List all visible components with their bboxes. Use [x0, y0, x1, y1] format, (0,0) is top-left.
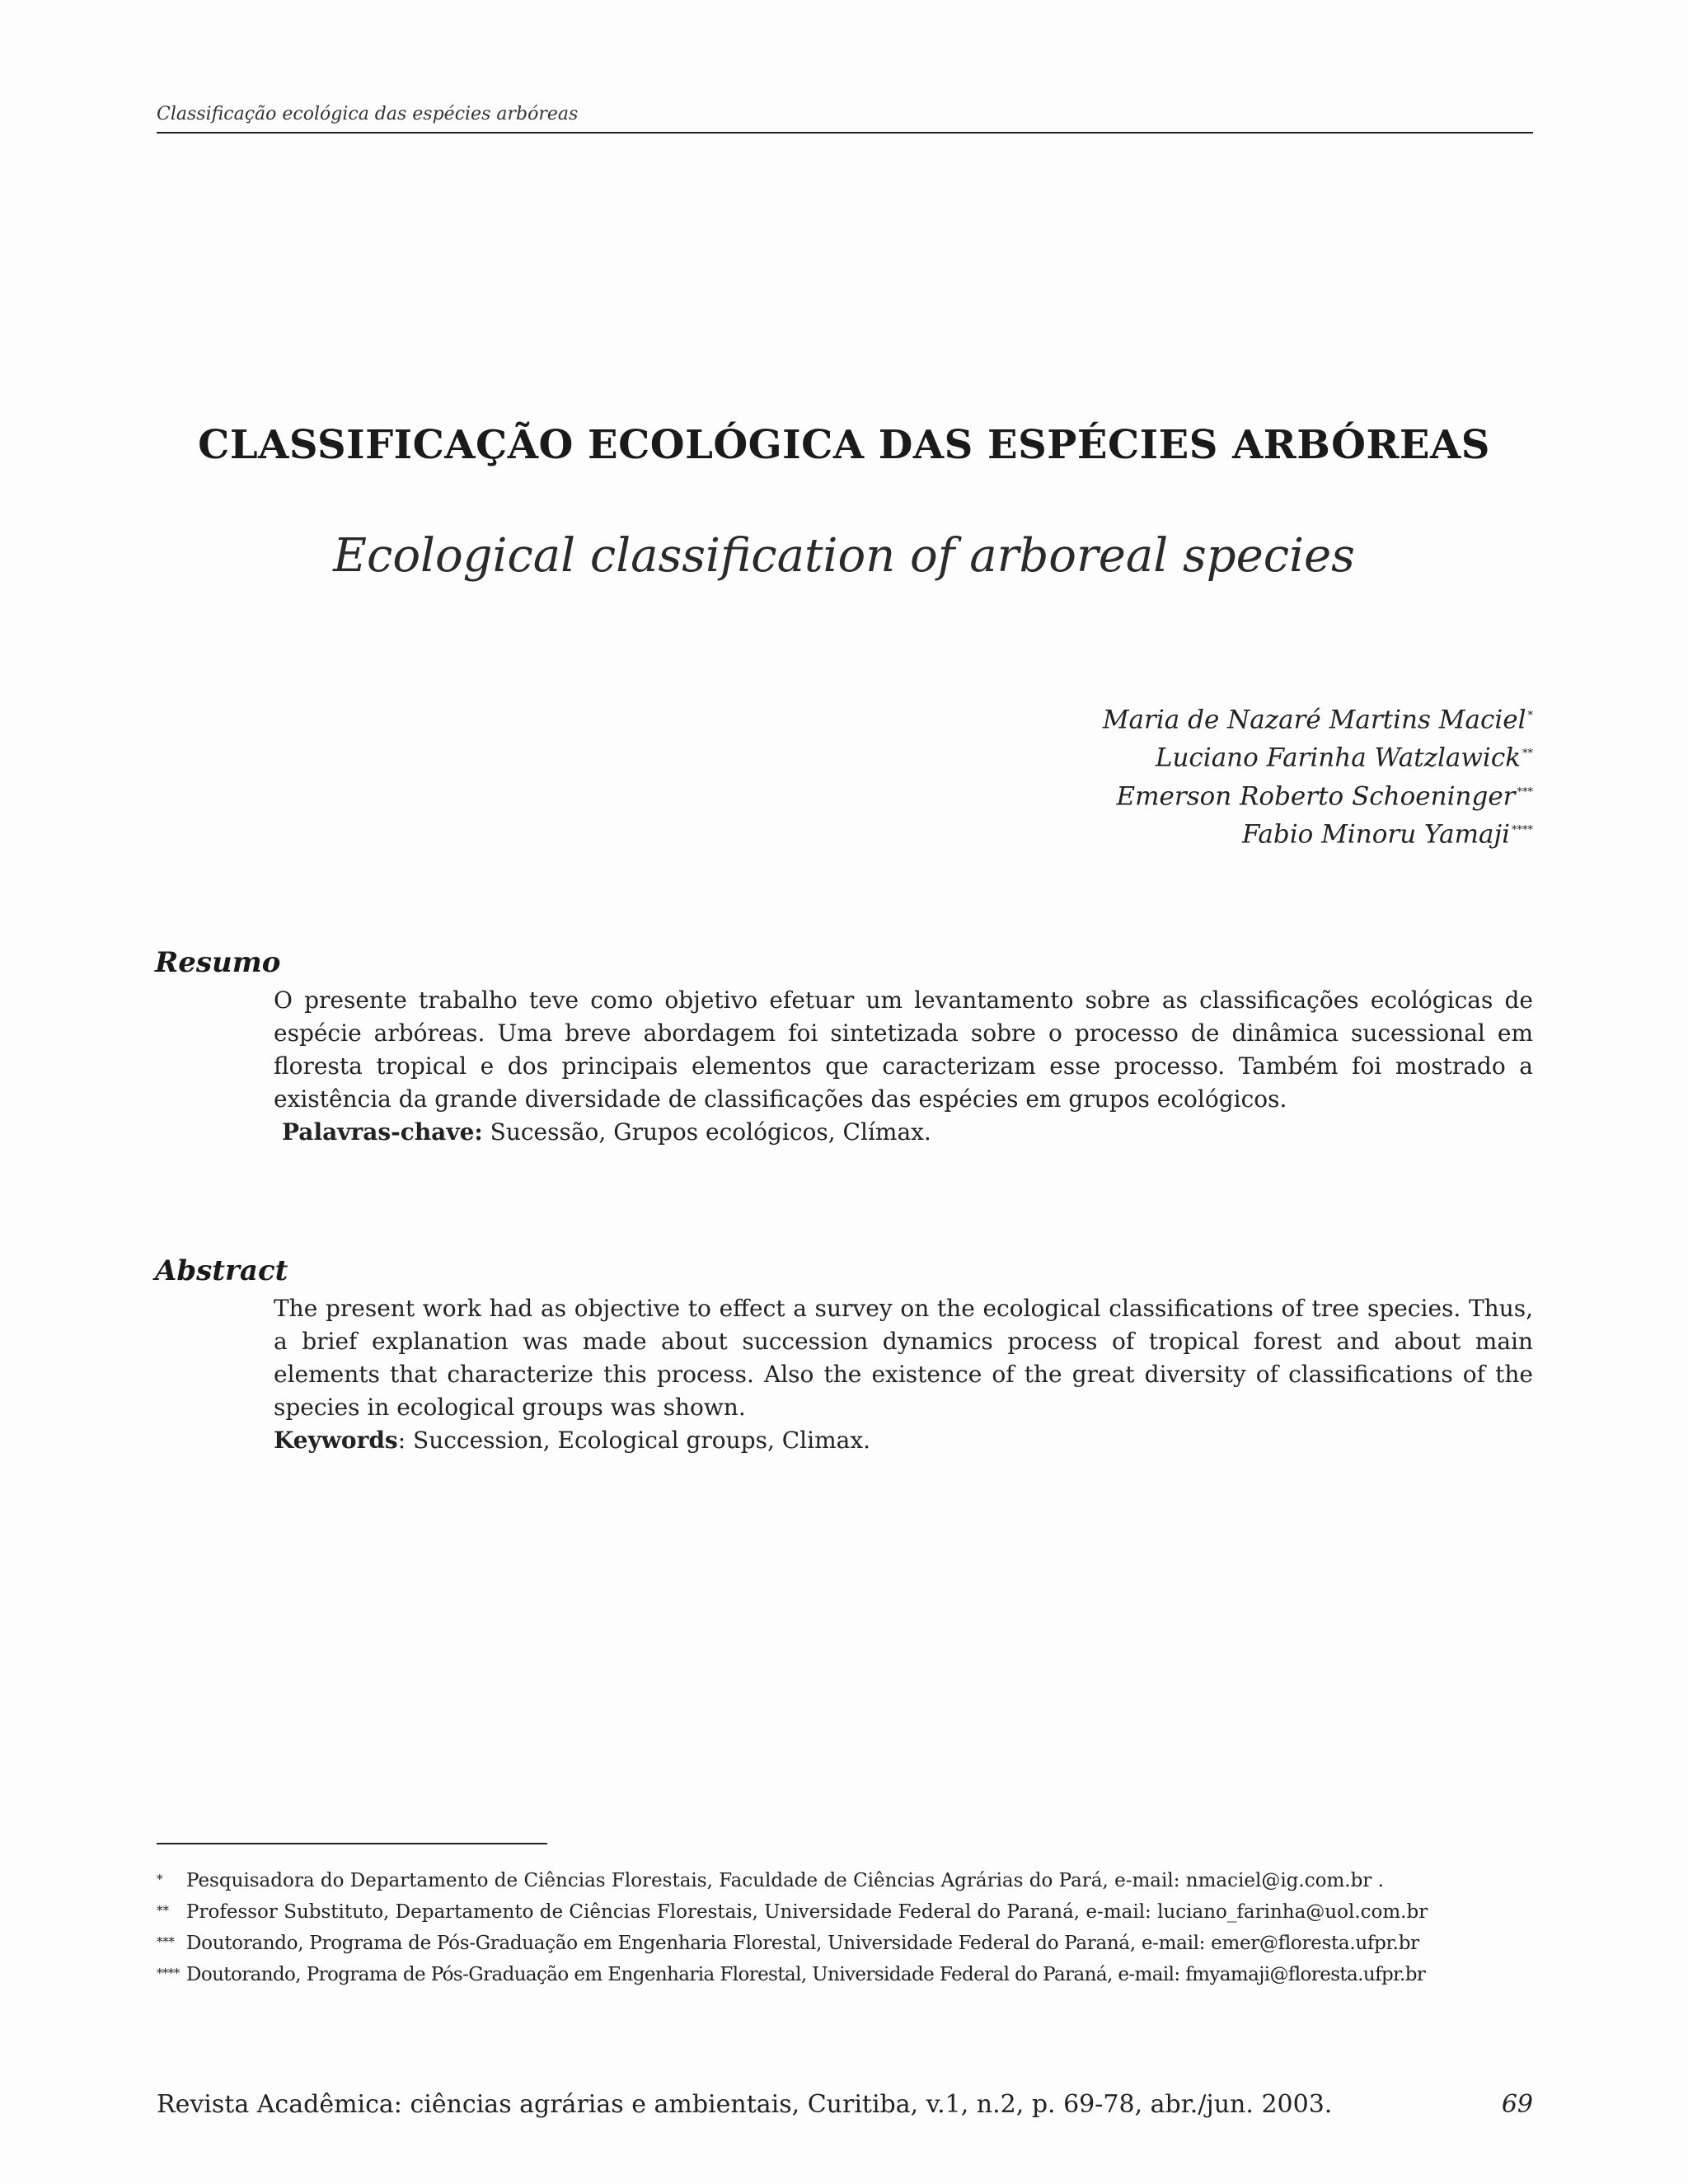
footnotes [157, 1864, 1535, 1990]
footnote [157, 1864, 1535, 1896]
running-head: Classificação ecológica das espécies arbóreas [157, 104, 579, 124]
page-number: 69 [1501, 2090, 1533, 2119]
footnote-rule [157, 1843, 547, 1844]
footnote-text: Professor Substituto, Departamento de Ciências Florestais, Universidade Federal do Paraná, e-mail: luciano_farinha@uol.com.br [186, 1901, 1428, 1923]
footnote-text: Pesquisadora do Departamento de Ciências Florestais, Faculdade de Ciências Agrárias do Pará, e-mail: nmaciel@ig.com.br . [186, 1870, 1384, 1891]
abstract-body [274, 1292, 1533, 1457]
keywords-label: Palavras-chave: [282, 1118, 483, 1146]
resumo-keywords [274, 1116, 1533, 1149]
keywords-list: Sucessão, Grupos ecológicos, Clímax. [490, 1118, 931, 1146]
author-name: Luciano Farinha Watzlawick [1155, 743, 1521, 773]
footnote [157, 1958, 1535, 1990]
header-rule [157, 132, 1533, 134]
abstract-heading: Abstract [155, 1254, 288, 1287]
author-footnote-mark: * [1527, 710, 1533, 722]
paper-title: CLASSIFICAÇÃO ECOLÓGICA DAS ESPÉCIES ARBÓREAS [198, 422, 1490, 468]
journal-citation: Revista Acadêmica: ciências agrárias e ambientais, Curitiba, v.1, n.2, p. 69-78, abr./jun. 2003. [157, 2090, 1333, 2119]
footnote-mark: **** [157, 1966, 180, 1980]
keywords-list: : Succession, Ecological groups, Climax. [397, 1427, 871, 1454]
footnote-mark: *** [157, 1934, 175, 1949]
footnote [157, 1927, 1535, 1958]
resumo-body [274, 984, 1533, 1149]
author-name: Fabio Minoru Yamaji [1241, 819, 1510, 850]
keywords-label: Keywords [274, 1427, 398, 1454]
footnote-text: Doutorando, Programa de Pós-Graduação em Engenharia Florestal, Universidade Federal do Paraná, e-mail: emer@floresta.ufpr.br [186, 1933, 1419, 1954]
footnote-mark: ** [157, 1903, 169, 1918]
abstract-text: The present work had as objective to effect a survey on the ecological classifications of tree species. Thus, a brief explanation was made about succession dynamics process of tropical forest and about main elements that characterize this process. Also the existence of the great diversity of classifications of the species in ecological groups was shown. [274, 1295, 1533, 1421]
abstract-keywords [274, 1424, 1533, 1457]
footnote [157, 1896, 1535, 1927]
author [1103, 776, 1533, 813]
author [1103, 813, 1533, 851]
author-footnote-mark: **** [1512, 823, 1533, 837]
author-footnote-mark: *** [1517, 785, 1533, 799]
author-name: Maria de Nazaré Martins Maciel [1102, 705, 1526, 735]
resumo-text: O presente trabalho teve como objetivo efetuar um levantamento sobre as classificações ecológicas de espécie arbóreas. Uma breve abordagem foi sintetizada sobre o processo de dinâmica sucessional em floresta tropical e dos principais elementos que caracterizam esse processo. Também foi mostrado a existência da grande diversidade de classificações das espécies em grupos ecológicos. [274, 987, 1533, 1113]
footnote-text: Doutorando, Programa de Pós-Graduação em Engenharia Florestal, Universidade Federal do Paraná, e-mail: fmyamaji@floresta.ufpr.br [186, 1964, 1426, 1985]
author [1103, 737, 1533, 775]
paper-subtitle: Ecological classification of arboreal species [333, 529, 1355, 583]
author [1103, 699, 1533, 737]
author-name: Emerson Roberto Schoeninger [1116, 780, 1516, 811]
author-footnote-mark: ** [1522, 748, 1533, 761]
resumo-heading: Resumo [155, 946, 281, 979]
footnote-mark: * [157, 1872, 163, 1886]
author-list [1103, 699, 1533, 851]
